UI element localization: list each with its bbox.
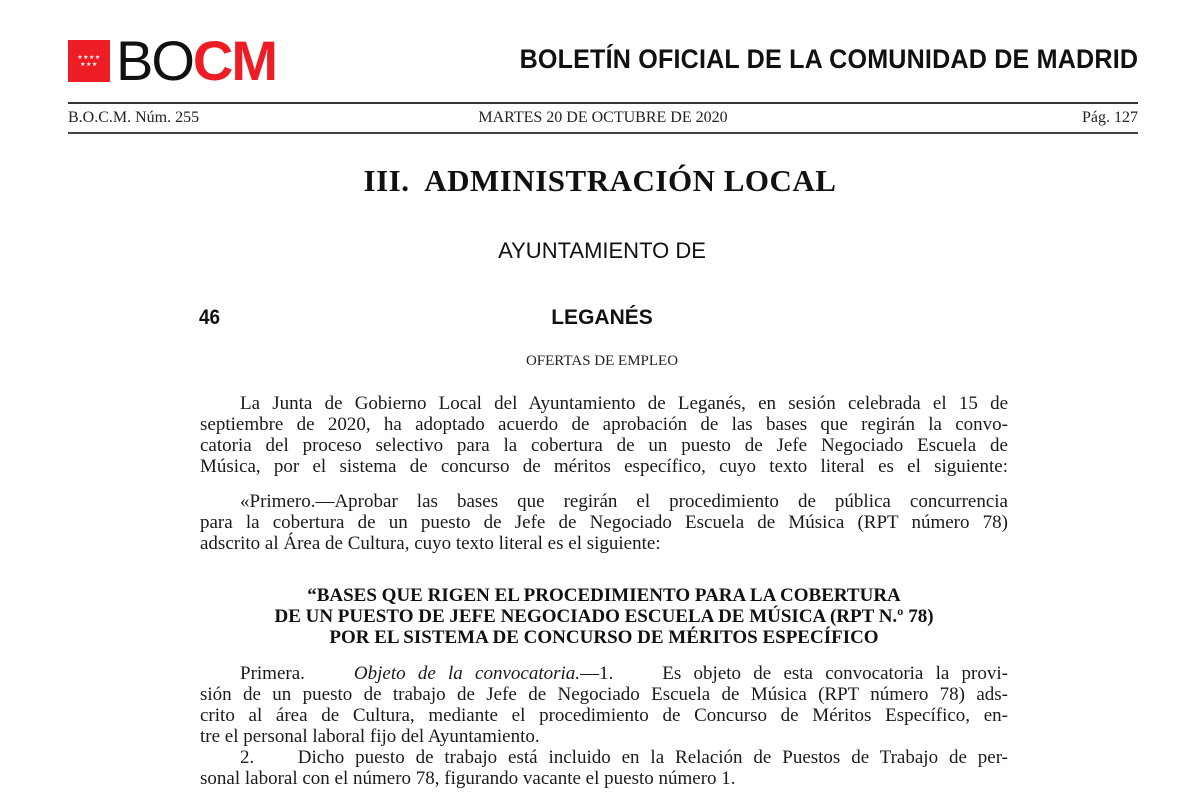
- paragraph-line: sonal laboral con el número 78, figurando vacante el puesto número 1.: [200, 768, 736, 789]
- issue-number: B.O.C.M. Núm. 255: [68, 109, 200, 126]
- paragraph-line: La Junta de Gobierno Local del Ayuntamiento de Leganés, en sesión celebrada el 15 de: [240, 393, 1008, 414]
- header-rule-top: [68, 102, 1138, 104]
- issue-date: MARTES 20 DE OCTUBRE DE 2020: [478, 109, 728, 126]
- logo-wordmark: [116, 29, 277, 92]
- bases-title: [200, 585, 1008, 648]
- paragraph-primera: [200, 663, 1008, 789]
- subheading-ofertas-empleo: OFERTAS DE EMPLEO: [525, 353, 679, 369]
- ayuntamiento-label: AYUNTAMIENTO DE: [498, 238, 706, 263]
- municipio-name: LEGANÉS: [551, 306, 653, 329]
- paragraph-line: «Primero.—Aprobar las bases que regirán el procedimiento de pública concurrencia: [240, 491, 1008, 512]
- section-title: III. ADMINISTRACIÓN LOCAL: [363, 163, 837, 198]
- paragraph-line: 2. Dicho puesto de trabajo está incluido en la Relación de Puestos de Trabajo de per-: [240, 747, 1008, 768]
- stars-icon: [68, 54, 110, 68]
- paragraph-line-primera: [200, 663, 1008, 684]
- page-number: Pág. 127: [1082, 109, 1138, 126]
- paragraph-line: adscrito al Área de Cultura, cuyo texto literal es el siguiente:: [200, 533, 661, 554]
- primera-heading: Objeto de la convocatoria.: [353, 663, 581, 684]
- stars-row-2: ★★★: [80, 61, 98, 68]
- paragraph-line: septiembre de 2020, ha adoptado acuerdo de aprobación de las bases que regirán la convo-: [200, 414, 1008, 435]
- paragraph-primero: [200, 491, 1008, 554]
- entry-number: 46: [199, 306, 221, 329]
- logo-suffix: CM: [192, 29, 277, 92]
- paragraph-line: catoria del proceso selectivo para la cobertura de un puesto de Jefe Negociado Escuela de: [200, 435, 1008, 456]
- bases-title-line: “BASES QUE RIGEN EL PROCEDIMIENTO PARA LA COBERTURA: [307, 585, 901, 606]
- paragraph-line: para la cobertura de un puesto de Jefe de Negociado Escuela de Música (RPT número 78): [200, 512, 1008, 533]
- paragraph-line: crito al área de Cultura, mediante el procedimiento de Concurso de Méritos Específico, en-: [200, 705, 1008, 726]
- paragraph-line: Música, por el sistema de concurso de méritos específico, cuyo texto literal es el siguiente:: [200, 456, 1008, 477]
- bulletin-title: BOLETÍN OFICIAL DE LA COMUNIDAD DE MADRID: [519, 44, 1138, 74]
- bocm-logo: [68, 29, 277, 92]
- stars-row-1: ★★★★: [77, 54, 101, 61]
- issue-meta-row: [68, 109, 1138, 131]
- primera-label: Primera.: [240, 663, 305, 684]
- paragraph-intro: [200, 393, 1008, 477]
- logo-prefix: BO: [116, 29, 193, 92]
- comunidad-madrid-flag-icon: [68, 40, 110, 82]
- paragraph-line: sión de un puesto de trabajo de Jefe de Negociado Escuela de Música (RPT número 78) ads-: [200, 684, 1008, 705]
- primera-first-line: —1. Es objeto de esta convocatoria la provi-: [580, 663, 1008, 684]
- bases-title-line: POR EL SISTEMA DE CONCURSO DE MÉRITOS ESPECÍFICO: [329, 627, 879, 648]
- header-rule-bottom: [68, 132, 1138, 134]
- bases-title-line: DE UN PUESTO DE JEFE NEGOCIADO ESCUELA DE MÚSICA (RPT N.º 78): [274, 606, 934, 627]
- paragraph-line: tre el personal laboral fijo del Ayuntamiento.: [200, 726, 540, 747]
